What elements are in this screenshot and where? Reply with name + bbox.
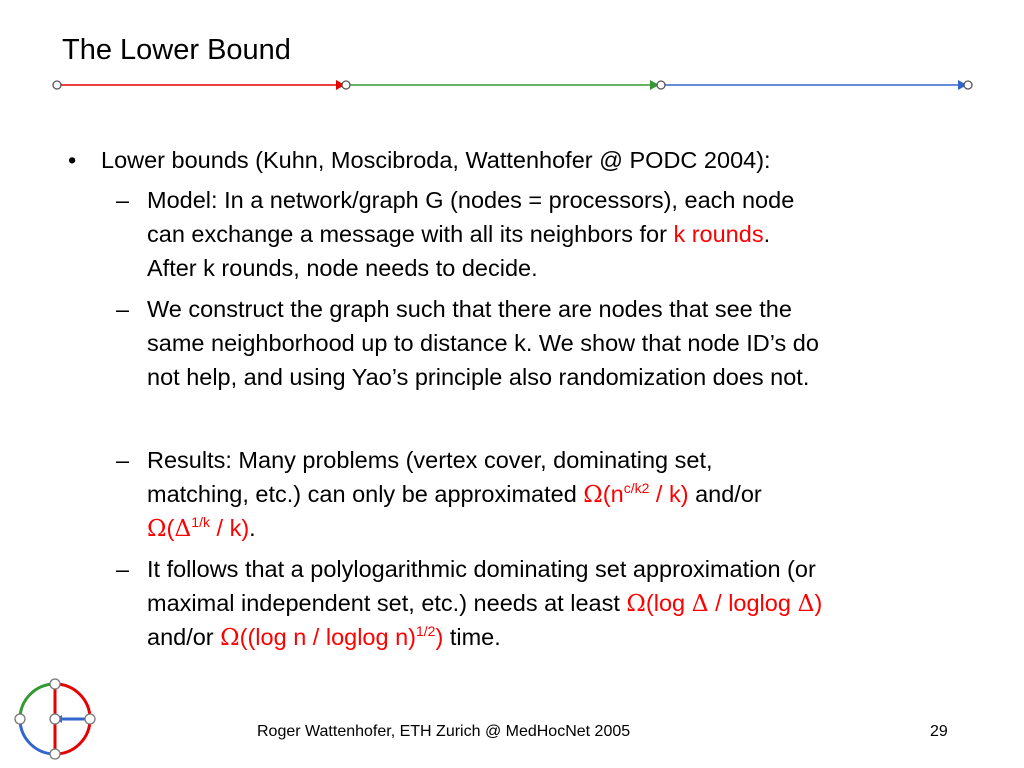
slide-title: The Lower Bound <box>62 34 291 66</box>
k-rounds-highlight: k rounds <box>673 221 764 247</box>
follows-line-1: It follows that a polylogarithmic dominating set approximation (or <box>147 556 816 582</box>
results-line-2: matching, etc.) can only be approximated $\Omega(n^{c/k2} / k)$ and/or <box>147 480 762 508</box>
model-line-3: After k rounds, node needs to decide. <box>147 255 538 281</box>
follows-line-2: maximal independent set, etc.) needs at least Ω(log Δ / loglog Δ) <box>147 589 823 617</box>
page-number: 29 <box>930 723 948 740</box>
dash-marker: – <box>116 447 130 473</box>
omega-bound-1: $\Omega(n^{c/k2} / k)$ <box>583 480 689 508</box>
eth-graph-logo <box>12 676 98 762</box>
bullet-lower-bounds: Lower bounds (Kuhn, Moscibroda, Wattenhofer @ PODC 2004): <box>101 147 771 173</box>
construct-line-2: same neighborhood up to distance k. We show that node ID’s do <box>147 330 819 356</box>
omega-bound-2: $\Omega(\Delta^{1/k} / k)$ <box>147 514 250 542</box>
construct-line-3: not help, and using Yao’s principle also randomization does not. <box>147 364 810 390</box>
dash-marker: – <box>116 556 130 582</box>
omega-log-delta: Ω(log Δ / loglog Δ) <box>626 589 823 617</box>
model-line-1: Model: In a network/graph G (nodes = processors), each node <box>147 187 795 213</box>
omega-log-n: Ω((log n / loglog n)$^{1/2}$) <box>220 623 444 651</box>
footer-author: Roger Wattenhofer, ETH Zurich @ MedHocNet 2005 <box>257 723 631 740</box>
dash-marker: – <box>116 296 130 322</box>
bullet-marker: • <box>68 147 77 173</box>
follows-line-3: and/or Ω((log n / loglog n)$^{1/2}$) time. <box>147 623 501 651</box>
results-line-1: Results: Many problems (vertex cover, dominating set, <box>147 447 713 473</box>
dash-marker: – <box>116 187 130 213</box>
model-line-2: can exchange a message with all its neighbors for k rounds. <box>147 221 771 247</box>
construct-line-1: We construct the graph such that there are nodes that see the <box>147 296 792 322</box>
results-line-3: $\Omega(\Delta^{1/k} / k)$. <box>147 514 256 542</box>
